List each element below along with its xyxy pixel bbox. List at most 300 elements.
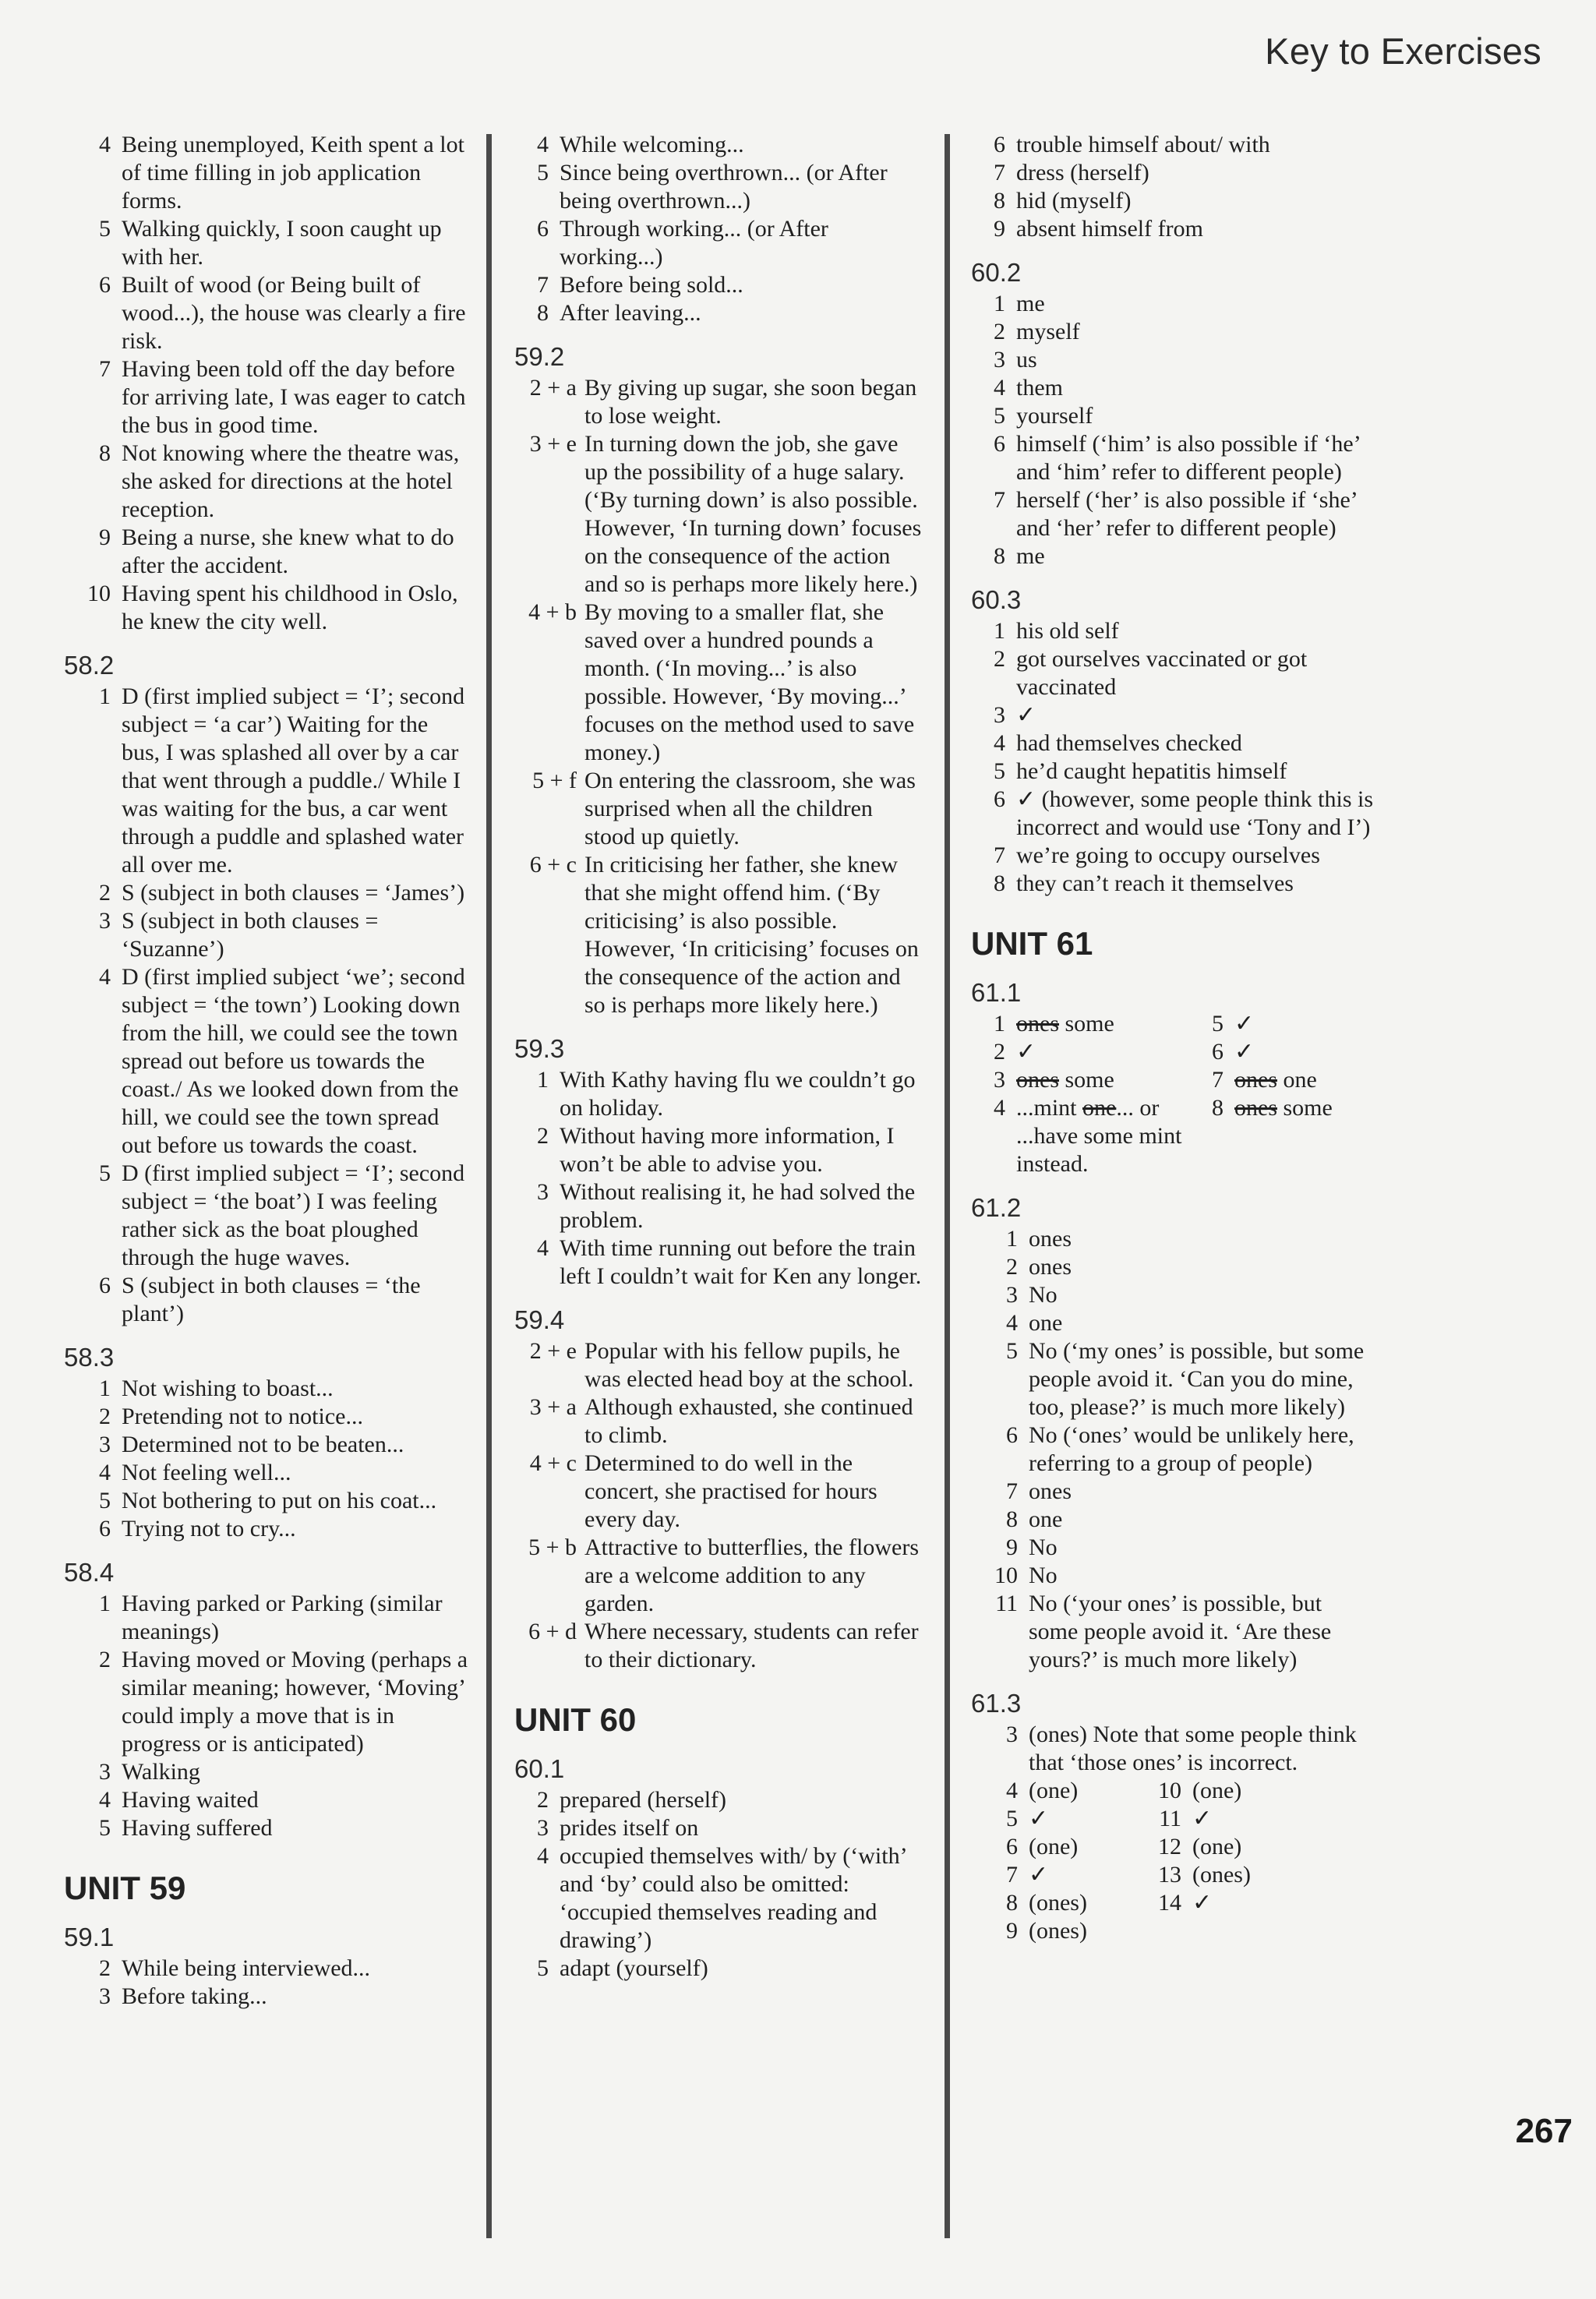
answer-item xyxy=(971,1094,1189,1178)
answer-item xyxy=(64,1786,469,1814)
answer-text: trouble himself about/ with xyxy=(1016,132,1270,157)
answer-item xyxy=(971,1805,1135,1833)
answer-text: one xyxy=(1029,1506,1063,1532)
section-59-4 xyxy=(514,1305,923,1674)
answer-number: 5 xyxy=(994,758,1005,784)
answer-text xyxy=(1234,1094,1376,1122)
answer-text: Before being sold... xyxy=(560,272,743,298)
answer-item xyxy=(64,1955,469,1983)
answer-item xyxy=(971,486,1376,542)
section-heading: 59.4 xyxy=(514,1305,565,1334)
answer-text: ✓ xyxy=(1029,1862,1049,1888)
answer-number: 7 xyxy=(994,160,1005,185)
answer-item xyxy=(64,1487,469,1515)
answer-item xyxy=(64,1459,469,1487)
correction: some xyxy=(1059,1067,1114,1093)
answer-item xyxy=(514,1786,923,1814)
answer-item xyxy=(1189,1094,1376,1122)
answer-grid xyxy=(971,1777,1376,1945)
answer-text: (ones) Note that some people think that ‘those ones’ is incorrect. xyxy=(1029,1722,1357,1775)
answer-text: Determined not to be beaten... xyxy=(122,1432,404,1457)
section-heading: 58.4 xyxy=(64,1558,115,1587)
answer-number: 3 xyxy=(994,347,1005,373)
answer-text: No xyxy=(1029,1534,1058,1560)
correction: some xyxy=(1059,1011,1114,1036)
answer-number: 8 xyxy=(1006,1890,1018,1916)
answer-item xyxy=(64,1646,469,1758)
answer-text xyxy=(1016,1066,1189,1094)
answer-number: 6 + c xyxy=(529,852,577,878)
answer-text: D (first implied subject = ‘I’; second subject = ‘a car’) Waiting for the bus, I was splashed all over by a car that went through a puddle./ While I was waiting for the bus, a car went through a puddle and splashed water all over me. xyxy=(122,683,465,878)
answer-number: 4 xyxy=(99,132,111,157)
answer-number: 11 xyxy=(1159,1806,1181,1831)
answer-text: Having suffered xyxy=(122,1815,273,1841)
answer-number: 7 xyxy=(994,487,1005,513)
answer-item xyxy=(971,758,1376,786)
answer-item xyxy=(1135,1805,1376,1833)
answer-item xyxy=(64,1590,469,1646)
answer-item xyxy=(971,430,1376,486)
section-59-1-continued xyxy=(514,131,923,327)
answer-number: 3 xyxy=(537,1179,549,1205)
answer-number: 4 xyxy=(537,132,549,157)
answer-number: 1 xyxy=(99,1376,111,1401)
answer-text: While being interviewed... xyxy=(122,1955,371,1981)
answer-item xyxy=(64,1515,469,1543)
answer-number: 8 xyxy=(1212,1095,1223,1121)
answer-item xyxy=(514,1337,923,1393)
answer-text: Having moved or Moving (perhaps a similar meaning; however, ‘Moving’ could imply a move that is in progress or is anticipated) xyxy=(122,1647,468,1757)
answer-item xyxy=(971,1562,1376,1590)
answer-text: Being a nurse, she knew what to do after the accident. xyxy=(122,524,454,578)
section-heading: 58.3 xyxy=(64,1343,115,1372)
answer-item xyxy=(971,786,1376,842)
section-heading: 60.3 xyxy=(971,585,1022,614)
answer-item xyxy=(514,1450,923,1534)
answer-number: 6 xyxy=(1212,1039,1223,1065)
answer-item xyxy=(64,1983,469,2011)
answer-number: 5 xyxy=(99,1488,111,1513)
answer-number: 1 xyxy=(994,291,1005,316)
section-heading: 61.2 xyxy=(971,1193,1022,1222)
answer-item xyxy=(64,1272,469,1328)
answer-text: Although exhausted, she continued to climb. xyxy=(584,1394,913,1448)
answer-number: 10 xyxy=(1158,1778,1181,1803)
answer-text: Not wishing to boast... xyxy=(122,1376,334,1401)
answer-item xyxy=(64,879,469,907)
answer-text: Built of wood (or Being built of wood...), the house was clearly a fire risk. xyxy=(122,272,466,354)
answer-text: S (subject in both clauses = ‘Suzanne’) xyxy=(122,908,379,962)
answer-item xyxy=(971,701,1376,729)
answer-number: 4 + b xyxy=(528,599,577,625)
answer-text: D (first implied subject ‘we’; second subject = ‘the town’) Looking down from the hill, we could see the town spread out before us towards the coast./ As we looked down from the hill, we could see the town spread out before us towards the coast. xyxy=(122,964,465,1158)
section-heading: 60.1 xyxy=(514,1754,565,1783)
tick-mark: ✓ xyxy=(1016,1039,1036,1065)
answer-item xyxy=(64,580,469,636)
answer-number: 9 xyxy=(99,524,111,550)
answer-item xyxy=(1135,1833,1376,1861)
answer-text: myself xyxy=(1016,319,1080,344)
answer-item xyxy=(971,215,1376,243)
answer-number: 2 xyxy=(1006,1254,1018,1280)
section-60-2 xyxy=(971,257,1376,570)
answer-text: ones xyxy=(1029,1478,1072,1504)
answer-text: occupied themselves with/ by (‘with’ and ‘by’ could also be omitted: ‘occupied themselves reading and drawing’) xyxy=(560,1843,906,1953)
answer-item xyxy=(64,1431,469,1459)
answer-item xyxy=(971,1225,1376,1253)
answer-text: (one) xyxy=(1192,1834,1242,1859)
section-59-2 xyxy=(514,341,923,1019)
answer-item xyxy=(514,1842,923,1955)
answer-number: 6 xyxy=(1006,1422,1018,1448)
answer-text: Walking xyxy=(122,1759,200,1785)
answer-item xyxy=(514,131,923,159)
answer-item xyxy=(971,645,1376,701)
answer-text: ✓ xyxy=(1016,702,1036,728)
answer-number: 6 xyxy=(99,272,111,298)
answer-text: yourself xyxy=(1016,403,1093,429)
answer-number: 4 xyxy=(994,730,1005,756)
answer-text xyxy=(1016,1010,1189,1038)
answer-number: 13 xyxy=(1158,1862,1181,1888)
answer-number: 6 + d xyxy=(528,1619,577,1644)
answer-text: ✓ xyxy=(1192,1890,1213,1916)
struck-word: ones xyxy=(1234,1067,1277,1093)
answer-number: 1 xyxy=(1006,1226,1018,1252)
answer-number: 2 xyxy=(994,319,1005,344)
answer-number: 7 xyxy=(1006,1478,1018,1504)
answer-grid xyxy=(971,1010,1376,1094)
answer-number: 5 xyxy=(1212,1011,1223,1036)
unit-heading: UNIT 59 xyxy=(64,1870,186,1906)
answer-text: By giving up sugar, she soon began to lose weight. xyxy=(584,375,917,429)
answer-number: 5 xyxy=(1006,1338,1018,1364)
answer-text: prepared (herself) xyxy=(560,1787,727,1813)
answer-item xyxy=(514,1066,923,1122)
answer-text: Without having more information, I won’t be able to advise you. xyxy=(560,1123,895,1177)
answer-number: 2 + e xyxy=(529,1338,577,1364)
answer-number: 3 + e xyxy=(529,431,577,457)
answer-item xyxy=(64,1160,469,1272)
section-heading: 59.1 xyxy=(64,1923,115,1951)
answer-text: them xyxy=(1016,375,1063,401)
answer-number: 8 xyxy=(99,440,111,466)
answer-number: 8 xyxy=(994,543,1005,569)
answer-item xyxy=(971,729,1376,758)
answer-number: 7 xyxy=(1006,1862,1018,1888)
answer-number: 9 xyxy=(1006,1918,1018,1944)
answer-text: us xyxy=(1016,347,1037,373)
answer-text: Being unemployed, Keith spent a lot of time filling in job application forms. xyxy=(122,132,464,214)
answer-item xyxy=(64,963,469,1160)
answer-item xyxy=(64,1403,469,1431)
section-61-2 xyxy=(971,1192,1376,1674)
answer-text: S (subject in both clauses = ‘James’) xyxy=(122,880,465,906)
answer-number: 1 xyxy=(994,618,1005,644)
answer-text: Through working... (or After working...) xyxy=(560,216,828,270)
answer-text: Determined to do well in the concert, she practised for hours every day. xyxy=(584,1450,877,1532)
answer-number: 4 xyxy=(99,1787,111,1813)
answer-item xyxy=(514,159,923,215)
answer-item xyxy=(971,1421,1376,1478)
section-60-1 xyxy=(514,1753,923,1983)
answer-item xyxy=(971,402,1376,430)
answer-number: 3 xyxy=(994,1067,1005,1093)
answer-item xyxy=(64,1375,469,1403)
answer-text: Having spent his childhood in Oslo, he knew the city well. xyxy=(122,581,458,634)
page-number: 267 xyxy=(1515,2112,1573,2150)
answer-number: 3 + a xyxy=(529,1394,577,1420)
answer-item xyxy=(514,430,923,599)
answer-number: 2 xyxy=(99,880,111,906)
answer-item xyxy=(971,290,1376,318)
answer-item xyxy=(514,1234,923,1291)
answer-number: 4 xyxy=(537,1235,549,1261)
answer-item xyxy=(971,542,1376,570)
answer-number: 6 xyxy=(1006,1834,1018,1859)
answer-text: Not feeling well... xyxy=(122,1460,291,1485)
answer-text: absent himself from xyxy=(1016,216,1203,242)
section-heading: 60.2 xyxy=(971,258,1022,287)
answer-item xyxy=(514,1393,923,1450)
answer-text: Without realising it, he had solved the problem. xyxy=(560,1179,916,1233)
tick-mark: ✓ xyxy=(1234,1011,1255,1036)
answer-item xyxy=(971,1010,1189,1038)
answer-text: (one) xyxy=(1029,1834,1079,1859)
answer-text: No (‘my ones’ is possible, but some people avoid it. ‘Can you do mine, too, please?’ is much more likely) xyxy=(1029,1338,1365,1420)
section-58-1-continued xyxy=(64,131,469,636)
answer-item xyxy=(971,1038,1189,1066)
answer-number: 6 xyxy=(537,216,549,242)
answer-item xyxy=(971,842,1376,870)
answer-number: 6 xyxy=(994,786,1005,812)
answer-text: hid (myself) xyxy=(1016,188,1132,214)
answer-number: 9 xyxy=(1006,1534,1018,1560)
answer-item xyxy=(514,851,923,1019)
answer-text: In criticising her father, she knew that she might offend him. (‘By criticising’ is also possible. However, ‘In criticising’ focuses on the consequence of the action and so is perhaps more likely here.) xyxy=(584,852,919,1018)
answer-number: 2 xyxy=(537,1787,549,1813)
answer-text: himself (‘him’ is also possible if ‘he’ and ‘him’ refer to different people) xyxy=(1016,431,1360,485)
answer-item xyxy=(971,1917,1135,1945)
answer-text: his old self xyxy=(1016,618,1119,644)
answer-text xyxy=(1016,1094,1189,1178)
answer-item xyxy=(971,1861,1135,1889)
answer-number: 6 xyxy=(994,431,1005,457)
answer-number: 4 xyxy=(99,964,111,990)
answer-item xyxy=(514,1955,923,1983)
answer-number: 7 xyxy=(1212,1067,1223,1093)
answer-text: (ones) xyxy=(1029,1918,1087,1944)
section-heading: 59.3 xyxy=(514,1034,565,1063)
tick-mark: ✓ xyxy=(1234,1039,1255,1065)
page-header-title: Key to Exercises xyxy=(1265,30,1541,72)
correction: some xyxy=(1277,1095,1333,1121)
answer-text: herself (‘her’ is also possible if ‘she’ and ‘her’ refer to different people) xyxy=(1016,487,1357,541)
answer-number: 12 xyxy=(1158,1834,1181,1859)
answer-text: we’re going to occupy ourselves xyxy=(1016,842,1320,868)
answer-number: 6 xyxy=(99,1273,111,1298)
section-heading: 61.1 xyxy=(971,978,1022,1007)
answer-text: Having been told off the day before for arriving late, I was eager to catch the bus in good time. xyxy=(122,356,466,438)
answer-text: had themselves checked xyxy=(1016,730,1242,756)
answer-number: 1 xyxy=(99,1591,111,1616)
answer-text: Pretending not to notice... xyxy=(122,1404,363,1429)
answer-number: 5 xyxy=(994,403,1005,429)
section-heading: 58.2 xyxy=(64,651,115,680)
answer-item xyxy=(971,187,1376,215)
answer-number: 8 xyxy=(994,871,1005,896)
answer-number: 2 + a xyxy=(529,375,577,401)
answer-item xyxy=(971,1281,1376,1309)
answer-text: On entering the classroom, she was surprised when all the children stood up quietly. xyxy=(584,768,916,849)
answer-number: 7 xyxy=(994,842,1005,868)
answer-text: got ourselves vaccinated or got vaccinated xyxy=(1016,646,1308,700)
answer-item xyxy=(64,271,469,355)
answer-number: 2 xyxy=(99,1647,111,1672)
answer-number: 4 xyxy=(537,1843,549,1869)
answer-text: (ones) xyxy=(1192,1862,1251,1888)
answer-item xyxy=(971,1590,1376,1674)
answer-item xyxy=(514,271,923,299)
answer-number: 5 xyxy=(537,160,549,185)
answer-column-3 xyxy=(971,131,1376,1945)
answer-text: D (first implied subject = ‘I’; second subject = ‘the boat’) I was feeling rather sick as the boat ploughed through the huge waves. xyxy=(122,1160,465,1270)
answer-text: Not bothering to put on his coat... xyxy=(122,1488,437,1513)
answer-text: ones xyxy=(1029,1254,1072,1280)
answer-number: 3 xyxy=(994,702,1005,728)
answer-text: No (‘your ones’ is possible, but some people avoid it. ‘Are these yours?’ is much more likely) xyxy=(1029,1591,1332,1672)
answer-text: me xyxy=(1016,291,1045,316)
answer-number: 2 xyxy=(994,646,1005,672)
unit-heading: UNIT 60 xyxy=(514,1701,637,1738)
section-heading: 61.3 xyxy=(971,1689,1022,1718)
answer-item xyxy=(971,1889,1135,1917)
answer-item xyxy=(971,374,1376,402)
answer-text: one xyxy=(1029,1310,1063,1336)
answer-number: 3 xyxy=(99,908,111,934)
answer-text: Since being overthrown... (or After being overthrown...) xyxy=(560,160,888,214)
answer-text: With time running out before the train left I couldn’t wait for Ken any longer. xyxy=(560,1235,922,1289)
answer-number: 2 xyxy=(994,1039,1005,1065)
answer-text: ✓ xyxy=(1029,1806,1049,1831)
answer-text: Where necessary, students can refer to their dictionary. xyxy=(584,1619,919,1672)
answer-text xyxy=(1234,1066,1376,1094)
answer-number: 10 xyxy=(87,581,111,606)
struck-word: one xyxy=(1082,1095,1117,1121)
answer-number: 8 xyxy=(537,300,549,326)
unit-heading: UNIT 61 xyxy=(971,925,1093,962)
answer-fragment: ... or ...have some mint instead. xyxy=(1016,1095,1182,1177)
answer-item xyxy=(514,1618,923,1674)
answer-item xyxy=(64,1814,469,1842)
answer-item xyxy=(971,346,1376,374)
answer-item xyxy=(971,1721,1376,1777)
answer-number: 7 xyxy=(537,272,549,298)
answer-text: me xyxy=(1016,543,1045,569)
answer-item xyxy=(64,355,469,440)
answer-item xyxy=(514,374,923,430)
section-61-3 xyxy=(971,1688,1376,1945)
answer-text: Before taking... xyxy=(122,1983,267,2009)
answer-item xyxy=(971,1833,1135,1861)
answer-text: ✓ (however, some people think this is incorrect and would use ‘Tony and I’) xyxy=(1016,786,1374,840)
section-60-3 xyxy=(971,584,1376,898)
answer-number: 2 xyxy=(99,1404,111,1429)
answer-item xyxy=(64,907,469,963)
answer-item xyxy=(1135,1777,1376,1805)
answer-number: 2 xyxy=(537,1123,549,1149)
answer-text: Attractive to butterflies, the flowers are a welcome addition to any garden. xyxy=(584,1534,920,1616)
answer-item xyxy=(64,524,469,580)
section-58-2 xyxy=(64,650,469,1328)
answer-number: 4 xyxy=(1006,1310,1018,1336)
answer-number: 4 + c xyxy=(529,1450,577,1476)
answer-number: 2 xyxy=(99,1955,111,1981)
answer-number: 5 xyxy=(99,1160,111,1186)
answer-number: 4 xyxy=(994,375,1005,401)
answer-item xyxy=(1135,1889,1376,1917)
answer-number: 3 xyxy=(99,1759,111,1785)
answer-item xyxy=(971,617,1376,645)
answer-number: 3 xyxy=(99,1983,111,2009)
section-58-4 xyxy=(64,1557,469,1842)
column-rule-1 xyxy=(486,134,492,2238)
answer-item xyxy=(514,767,923,851)
answer-number: 1 xyxy=(99,683,111,709)
answer-number: 4 xyxy=(1006,1778,1018,1803)
answer-number: 5 xyxy=(1006,1806,1018,1831)
answer-number: 4 xyxy=(994,1095,1005,1121)
answer-text: they can’t reach it themselves xyxy=(1016,871,1294,896)
answer-text: dress (herself) xyxy=(1016,160,1149,185)
answer-number: 5 xyxy=(99,216,111,242)
correction: one xyxy=(1277,1067,1317,1093)
struck-word: ones xyxy=(1234,1095,1277,1121)
answer-item xyxy=(64,440,469,524)
answer-item xyxy=(971,1534,1376,1562)
answer-item xyxy=(64,1758,469,1786)
answer-text: In turning down the job, she gave up the possibility of a huge salary. (‘By turning down’ is also possible. However, ‘In turning down’ focuses on the consequence of the action and so is perhaps more likely here.) xyxy=(584,431,922,597)
answer-number: 3 xyxy=(1006,1282,1018,1308)
section-59-3 xyxy=(514,1033,923,1291)
answer-text: he’d caught hepatitis himself xyxy=(1016,758,1287,784)
answer-item xyxy=(971,870,1376,898)
answer-item xyxy=(514,215,923,271)
answer-number: 1 xyxy=(994,1011,1005,1036)
answer-item xyxy=(514,599,923,767)
answer-item xyxy=(1135,1861,1376,1889)
answer-text: Trying not to cry... xyxy=(122,1516,296,1541)
answer-text: S (subject in both clauses = ‘the plant’) xyxy=(122,1273,421,1326)
answer-item xyxy=(514,1178,923,1234)
answer-item xyxy=(1189,1038,1376,1066)
answer-item xyxy=(64,215,469,271)
section-heading: 59.2 xyxy=(514,342,565,371)
answer-grid xyxy=(971,1094,1376,1178)
answer-item xyxy=(971,131,1376,159)
answer-text: With Kathy having flu we couldn’t go on holiday. xyxy=(560,1067,916,1121)
struck-word: ones xyxy=(1016,1011,1059,1036)
answer-text: ones xyxy=(1029,1226,1072,1252)
answer-text: Having waited xyxy=(122,1787,259,1813)
column-rule-2 xyxy=(945,134,950,2238)
answer-number: 3 xyxy=(1006,1722,1018,1747)
answer-item xyxy=(514,1534,923,1618)
answer-text: ✓ xyxy=(1192,1806,1213,1831)
answer-number: 1 xyxy=(537,1067,549,1093)
section-58-3 xyxy=(64,1342,469,1543)
answer-number: 5 + f xyxy=(532,768,577,793)
